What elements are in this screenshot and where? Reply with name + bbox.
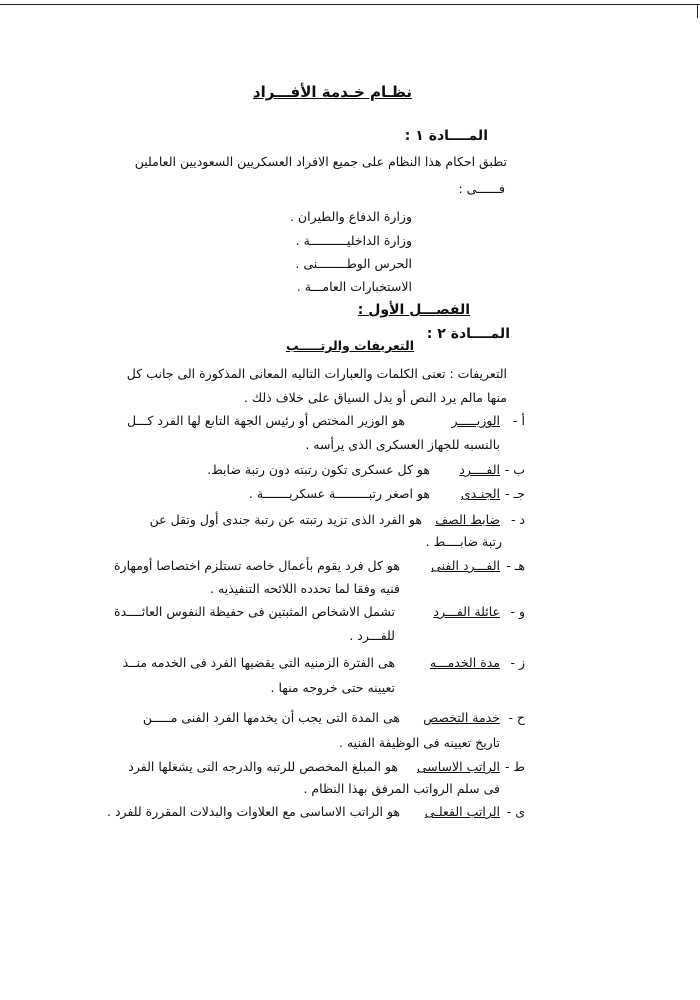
definition-text-e-2: فنيه وفقا لما تحدده اللائحه التنفيذيه . (210, 581, 400, 596)
definition-text-g-2: تعيينه حتى خروجه منها . (270, 680, 395, 695)
definition-letter-b: ب - (504, 462, 525, 477)
definition-text-b-1: هو كل عسكرى تكون رتبته دون رتبة ضابط. (207, 462, 430, 477)
definition-term-b: الفــــرد (459, 462, 500, 477)
definition-term-e: الفـــرد الفنى (431, 558, 500, 573)
definition-text-a-2: بالنسبه للجهاز العسكرى الذى يرأسه . (305, 437, 500, 452)
definition-text-t-1: هو المبلغ المخصص للرتبه والدرجه التى يشغلها الفرد (128, 759, 398, 774)
definition-text-h-2: تاريخ تعيينه فى الوظيفة الفنيه . (339, 735, 500, 750)
article-1-heading: المــــادة ١ : (404, 128, 488, 144)
article-1-intro: تطبق احكام هذا النظام على جميع الافراد العسكريين السعوديين العاملين (134, 154, 507, 169)
definition-text-y-1: هو الراتب الاساسى مع العلاوات والبدلات المقررة للفرد . (107, 804, 400, 819)
definition-text-f-1: تشمل الاشخاص المثبتين فى حفيظة النفوس العائــــدة (114, 604, 395, 619)
article-1-fi: فــــــى : (458, 181, 505, 196)
definition-text-g-1: هى الفترة الزمنيه التى يقضيها الفرد فى الخدمه منــذ (122, 655, 395, 670)
definition-letter-d: د - (510, 512, 525, 527)
definition-letter-c: جـ - (505, 486, 525, 501)
definition-text-a-1: هو الوزير المختص أو رئيس الجهة التابع لها الفرد كـــل (126, 413, 405, 428)
definition-letter-h: ح - (508, 710, 525, 725)
document-title: نظـام خـدمة الأفـــراد (252, 83, 412, 101)
entity-3: الحرس الوطــــــــنى . (295, 256, 412, 271)
definition-term-a: الوزيـــــر (451, 413, 500, 428)
definition-letter-t: ط - (504, 759, 525, 774)
definition-term-f: عائلة الفـــرد (433, 604, 500, 619)
chapter-1-heading: الفصـــل الأول : (357, 302, 470, 318)
definition-text-t-2: فى سلم الرواتب المرفق بهذا النظام . (303, 781, 500, 796)
definition-term-d: ضابط الصف (435, 512, 500, 527)
definition-text-c-1: هو اصغر رتبـــــــــة عسكريـــــــة . (248, 486, 430, 501)
entity-4: الاستخبارات العامـــة . (296, 279, 412, 294)
definition-text-e-1: هو كل فرد يقوم بأعمال خاصه تستلزم اختصاصا أومهارة (114, 558, 400, 573)
definition-text-d-1: هو الفرد الذى تزيد رتبته عن رتبة جندى أول وتقل عن (149, 512, 422, 527)
definition-term-c: الجنـدى (460, 486, 500, 501)
definition-letter-a: أ - (513, 413, 525, 428)
definition-term-g: مدة الخدمـــه (429, 655, 500, 670)
definition-term-y: الراتب الفعلـى (424, 804, 500, 819)
definitions-subheading: التعريفات والرتـــــب (285, 338, 414, 353)
definitions-intro-line-2: منها مالم يرد النص أو يدل السياق على خلاف ذلك . (243, 390, 507, 405)
entity-1: وزارة الدفاع والطيران . (289, 209, 412, 224)
article-2-heading: المــــادة ٢ : (426, 326, 510, 342)
definition-term-h: خدمة التخصص (423, 710, 500, 725)
definition-letter-e: هـ - (506, 558, 525, 573)
page-border-top (0, 4, 700, 5)
definition-term-t: الراتب الاساسى (416, 759, 500, 774)
definition-letter-g: ز - (510, 655, 525, 670)
page-border-corner (697, 4, 698, 18)
definitions-intro-line-1: التعريفات : تعنى الكلمات والعبارات التاليه المعانى المذكورة الى جانب كل (126, 366, 507, 381)
definition-text-d-2: رتبة ضابــــط . (425, 534, 502, 549)
definition-text-f-2: للفـــرد . (349, 628, 395, 643)
entity-2: وزارة الداخليــــــــــة . (295, 233, 412, 248)
definition-letter-f: و - (510, 604, 525, 619)
definition-letter-y: ى - (506, 804, 525, 819)
definition-text-h-1: هى المدة التى يجب أن يخدمها الفرد الفنى مـــــن (142, 710, 400, 725)
